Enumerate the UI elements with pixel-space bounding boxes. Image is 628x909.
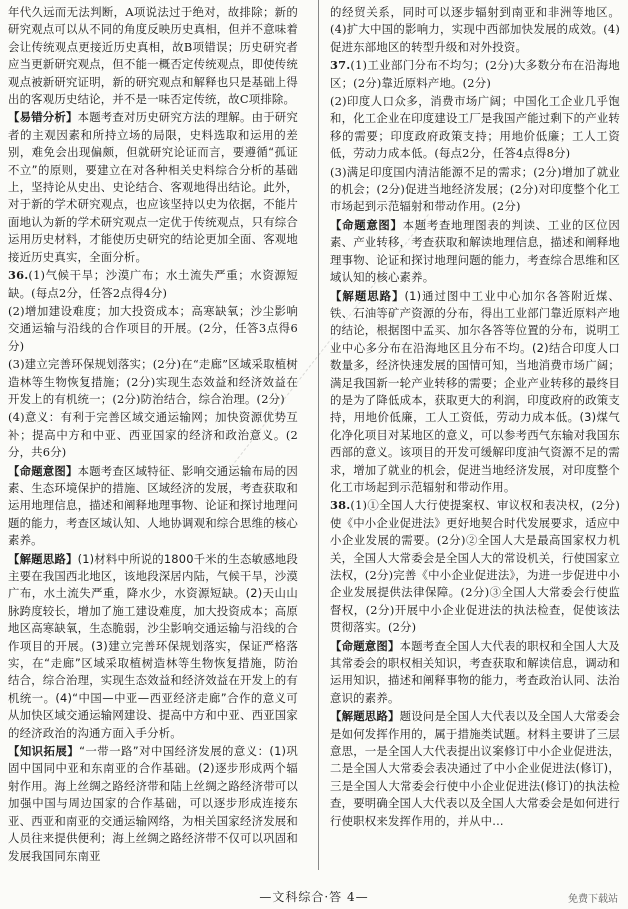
paragraph-text: 本题考查区域特征、影响交通运输布局的因素、生态环境保护的措施、区域经济的发展，考查获取和运用地理信息，描述和阐释地理事物、论证和探讨地理问题的能力，考查区域认知、人地协调观和综合思维的核心素养。: [8, 463, 298, 548]
paragraph-r8: [330, 638, 620, 708]
paragraph-r2: [330, 57, 620, 92]
watermark-logo: 免费下载站: [568, 894, 618, 905]
section-label: 【解题思路】: [8, 551, 78, 566]
paragraph-r4: [330, 164, 620, 216]
paragraph-text: (1)气候干旱；沙漠广布；水土流失严重；水资源短缺。(每点2分，任答2点得4分): [8, 268, 298, 300]
paragraph-text: (4)意义：有利于完善区域交通运输网；加快资源优势互补；提高中方和中亚、西亚国家的经济和政治意义。(2分，共6分): [8, 410, 298, 460]
paragraph-text: 年代久远而无法判断，A项说法过于绝对，故排除；新的研究观点可以从不同的角度反映历史真相，但并不意味着会让传统观点更接近历史真相，故B项错误；历史研究者应当更新研究观点，但不能一概否定传统观点，即使传统观点被新研究证明，新的研究观点和解释也只是基础上得出的客观历史结论，并不是一味否定传统，故C项排除。: [8, 5, 298, 107]
paragraph-r5: [330, 217, 620, 287]
section-label: 【解题思路】: [330, 288, 405, 303]
paragraph-text: (1)工业部门分布不均匀；(2分)大多数分布在沿海地区；(2分)靠近原料产地。(2分): [330, 58, 620, 90]
paragraph-text: (3)满足印度国内清洁能源不足的需求；(2分)增加了就业的机会；(2分)促进当地经济发展；(2分)对印度整个化工市场起到示范辐射和带动作用。(2分): [330, 164, 620, 214]
section-label: 【易错分析】: [8, 110, 78, 125]
paragraph-text: (1)通过图中工业中心加尔各答附近煤、铁、石油等矿产资源的分布，得出工业部门靠近原料产地的结论，根据图中孟买、加尔各答等位置的分布，说明工业中心多分布在沿海地区且分布不均。(2)结合印度人口数量多，经济快速发展的国情可知，当地消费市场广阔；满足我国新一轮产业转移的需要；企业产业转移的最终目的是为了降低成本，获取更大的利润，印度政府的政策支持，用地价低廉，工人工资低，劳动力成本低。(3)煤气化净化项目对某地区的意义，可以参考西气东输对我国东西部的意义。该项目的开发可缓解印度油气资源不足的需求，增加了就业的机会，促进当地经济发展，对印度整个化工市场起到示范辐射和带动作用。: [330, 288, 621, 494]
paragraph-r6: [330, 288, 620, 497]
paragraph-r7: [330, 497, 620, 636]
paragraph-text: 题设问是全国人大代表以及全国人大常委会是如何发挥作用的，属于措施类试题。材料主要讲了三层意思，一是全国人大代表提出议案修订中小企业促进法，二是全国人大常委会表决通过了中小企业促进法(修订)，三是全国人大常委会行使中小企业促进法(修订)的执法检查，要明确全国人大代表以及全国人大常委会是如何进行行使职权来发挥作用的，并从中...: [330, 709, 620, 828]
paragraph-text: (2)印度人口众多，消费市场广阔；中国化工企业几乎饱和，化工企业在印度建设工厂是我国产能过剩下的产业转移的需要；印度政府政策支持；用地价低廉；工人工资低，劳动力成本低。(每点2分，任答4点得8分): [330, 94, 620, 161]
column-divider: [318, 0, 319, 870]
section-label: 【命题意图】: [8, 463, 78, 478]
section-label: 【解题思路】: [330, 709, 400, 724]
paragraph-text: 的经贸关系，同时可以逐步辐射到南亚和非洲等地区。(4)扩大中国的影响力，实现中西部加快发展的成效。(4)促进东部地区的转型升级和对外投资。: [330, 5, 620, 54]
paragraph-l3: [8, 267, 298, 302]
paragraph-r1: [330, 4, 620, 56]
paragraph-l1: [8, 4, 298, 108]
paragraph-text: 本题考查地理图表的判读、工业的区位因素、产业转移，考查获取和解读地理信息，描述和阐释地理事物、论证和探讨地理问题的能力，考查综合思维和区域认知的核心素养。: [330, 217, 621, 285]
paragraph-r9: [330, 708, 620, 830]
paragraph-l7: [8, 463, 298, 550]
section-label: 【命题意图】: [330, 638, 400, 653]
paragraph-text: (1)①全国人大行使提案权、审议权和表决权，(2分)使《中小企业促进法》更好地契合时代发展要求，适应中小企业发展的需要。(2分)②全国人大是最高国家权力机关，全国人大常委会是全国人大的常设机关，行使国家立法权，(2分)完善《中小企业促进法》，为进一步促进中小企业发展提供法律保障。(2分)③全国人大常委会行使监督权，(2分)开展中小企业促进法的执法检查，促使该法贯彻落实。(2分): [330, 498, 620, 635]
paragraph-text: 本题考查对历史研究方法的理解。由于研究者的主观因素和所持立场的局限，史料选取和运用的差别，难免会出现偏颇，但就研究论证而言，要遵循“孤证不立”的原则，要建立在对各种相关史料综合分析的基础上，坚持论从史出、史论结合、客观地得出结论。此外，对于新的学术研究观点，也应该坚持以史为依据，不能片面地认为新的学术研究观点一定优于传统观点，只有综合运用历史材料，才能使历史研究的结论更加全面、客观地接近历史真实，全面分析。: [8, 110, 298, 264]
paragraph-text: (2)增加建设难度；加大投资成本；高寒缺氧；沙尘影响交通运输与沿线的合作项目的开展。(2分，任答3点得6分): [8, 303, 298, 353]
paragraph-l5: [8, 356, 298, 408]
paragraph-text: “一带一路”对中国经济发展的意义：(1)巩固中国同中亚和东南亚的合作基础。(2)逐步形成两个辐射作用。海上丝绸之路经济带和陆上丝绸之路经济带可以加强中国与周边国家的合作基础，可以逐步形成连接东亚、西亚和南亚的交通运输网络，为相关国家经济发展和人员往来提供便利；海上丝绸之路经济带不仅可以巩固和发展我国同东南亚: [8, 744, 298, 863]
question-number: 38.: [330, 498, 351, 513]
paragraph-text: (1)材料中所说的1800千米的生态敏感地段主要在我国西北地区，该地段深居内陆，气候干旱，沙漠广布，水土流失严重，降水少，水资源短缺。(2)天山山脉跨度较长，增加了施工建设难度，加大投资成本；高原地区高寒缺氧，生态脆弱，沙尘影响交通运输与沿线的合作项目的开展。(3)建立完善环保规划落实，保证严格落实，在“走廊”区域采取植树造林等生物恢复措施，防治结合，综合治理，实现生态效益和经济效益在开发上的有机统一。(4)“中国—中亚—西亚经济走廊”合作的意义可从加快区域交通运输网建设、提高中方和中亚、西亚国家的经济政治的沟通方面入手分析。: [8, 551, 298, 740]
paragraph-text: 本题考查全国人大代表的职权和全国人大及其常委会的职权相关知识，考查获取和解读信息，调动和运用知识，描述和阐释事物的能力，考查政治认同、法治意识的素养。: [330, 638, 620, 705]
paragraph-l4: [8, 303, 298, 355]
paragraph-text: (3)建立完善环保规划落实；(2分)在“走廊”区域采取植树造林等生物恢复措施；(2分)实现生态效益和经济效益在开发上的有机统一；(2分)防治结合，综合治理。(2分): [8, 357, 298, 406]
paragraph-l2: [8, 109, 298, 266]
page-footer: —文科综合·答 4—: [259, 890, 369, 904]
paragraph-l9: [8, 743, 298, 865]
right-column: [330, 4, 620, 831]
section-label: 【命题意图】: [330, 217, 403, 232]
question-number: 36.: [8, 268, 29, 283]
paragraph-l8: [8, 551, 298, 742]
section-label: 【知识拓展】: [8, 744, 80, 759]
paragraph-r3: [330, 93, 620, 163]
question-number: 37.: [330, 58, 351, 73]
